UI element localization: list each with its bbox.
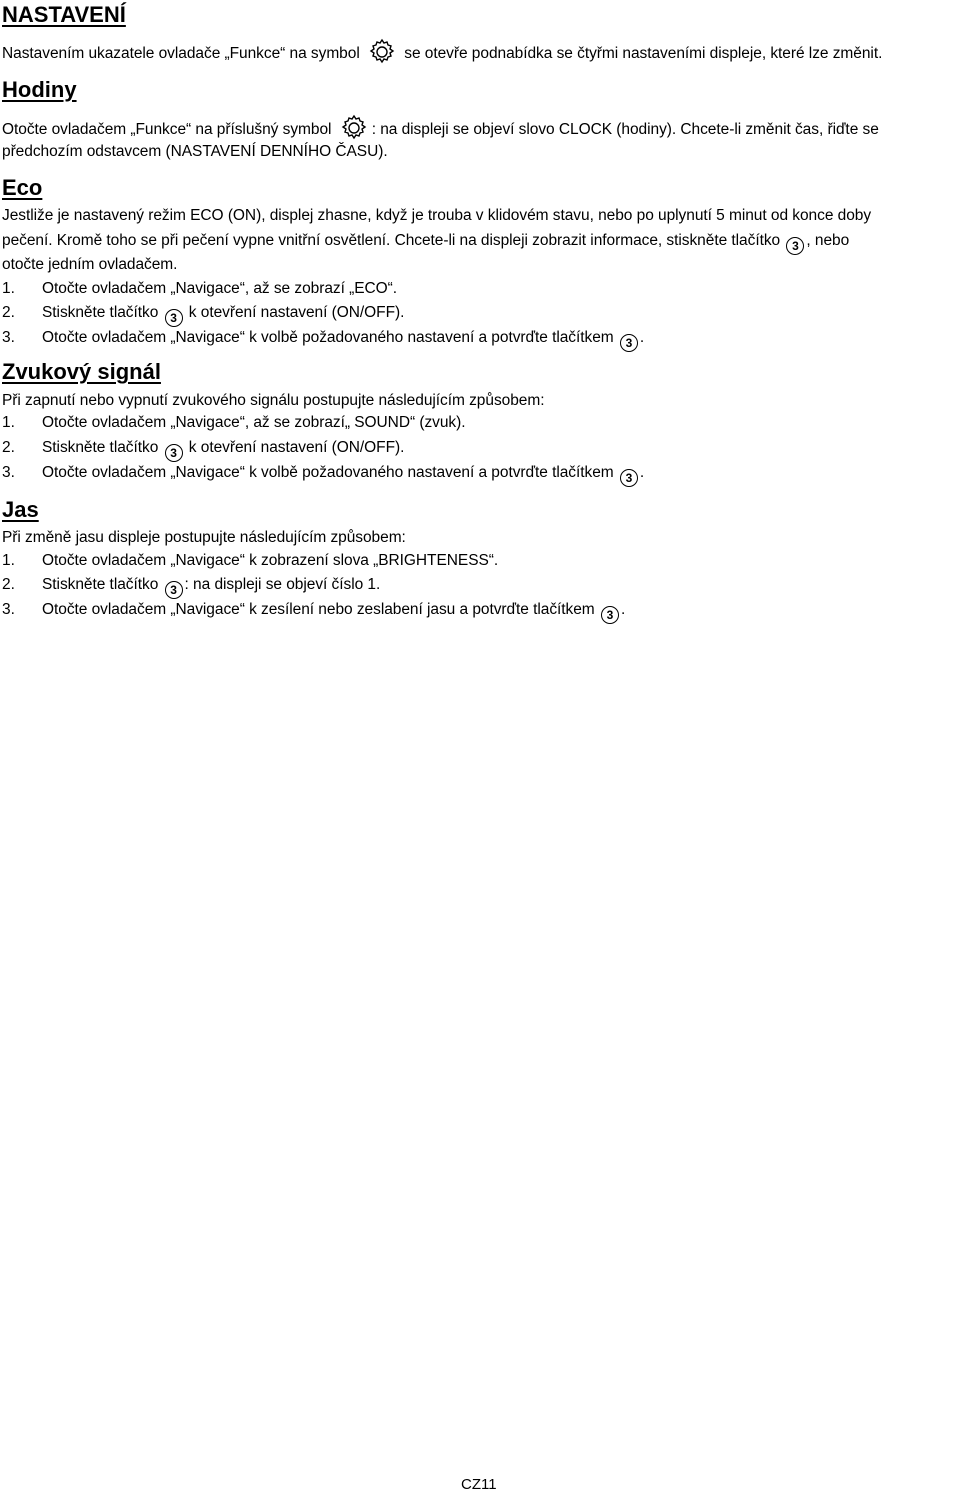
- step-number: 3.: [2, 601, 15, 618]
- nastaveni-text-b: se otevře podnabídka se čtyřmi nastaveními displeje, které lze změnit.: [404, 45, 883, 62]
- section-title-jas: Jas: [2, 497, 39, 522]
- step-text: Otočte ovladačem „Navigace“, až se zobrazí„ SOUND“ (zvuk).: [42, 414, 466, 431]
- button-3-icon: 3: [165, 581, 183, 599]
- zvukovy-intro: Při zapnutí nebo vypnutí zvukového signálu postupujte následujícím způsobem:: [2, 392, 545, 409]
- zvukovy-step-2: [2, 437, 404, 462]
- hodiny-text-a: Otočte ovladačem „Funkce“ na příslušný symbol: [2, 121, 332, 138]
- step-number: 3.: [2, 329, 15, 346]
- hodiny-text-b: : na displeji se objeví slovo CLOCK (hodiny). Chcete-li změnit čas, řiďte se: [371, 121, 879, 138]
- step-text: Otočte ovladačem „Navigace“ k volbě požadovaného nastavení a potvrďte tlačítkem: [42, 329, 614, 346]
- eco-line-3: otočte jedním ovladačem.: [2, 256, 178, 273]
- section-title-zvukovy: Zvukový signál: [2, 359, 161, 384]
- step-text: Stiskněte tlačítko: [42, 576, 159, 593]
- step-text: Otočte ovladačem „Navigace“ k zesílení nebo zeslabení jasu a potvrďte tlačítkem: [42, 601, 595, 618]
- step-number: 1.: [2, 552, 15, 569]
- section-title-eco: Eco: [2, 175, 43, 200]
- zvukovy-step-1: [2, 412, 465, 434]
- eco-text-a: pečení. Kromě toho se při pečení vypne vnitřní osvětlení. Chcete-li na displeji zobrazit informace, stiskněte tlačítko: [2, 232, 781, 249]
- section-title-hodiny: Hodiny: [2, 77, 77, 102]
- step-text: Otočte ovladačem „Navigace“, až se zobrazí „ECO“.: [42, 280, 398, 297]
- step-text: Stiskněte tlačítko: [42, 304, 159, 321]
- jas-step-2: [2, 574, 380, 599]
- step-number: 2.: [2, 439, 15, 456]
- hodiny-line-2: předchozím odstavcem (NASTAVENÍ DENNÍHO ČASU).: [2, 143, 388, 160]
- step-text-end: .: [639, 329, 645, 346]
- button-3-icon: 3: [165, 309, 183, 327]
- section-title-nastaveni: NASTAVENÍ: [2, 2, 126, 27]
- jas-step-3: [2, 599, 625, 624]
- step-number: 3.: [2, 464, 15, 481]
- eco-step-1: [2, 278, 397, 300]
- step-number: 1.: [2, 280, 15, 297]
- step-text-end: k otevření nastavení (ON/OFF).: [184, 304, 405, 321]
- zvukovy-step-3: [2, 462, 644, 487]
- step-number: 2.: [2, 576, 15, 593]
- jas-intro: Při změně jasu displeje postupujte následujícím způsobem:: [2, 529, 406, 546]
- eco-text-b: , nebo: [806, 232, 850, 249]
- nastaveni-text-a: Nastavením ukazatele ovladače „Funkce“ na symbol: [2, 45, 360, 62]
- page-number: CZ11: [461, 1476, 497, 1493]
- jas-step-1: [2, 550, 498, 572]
- nastaveni-paragraph: [2, 37, 882, 74]
- button-3-icon: 3: [601, 606, 619, 624]
- step-text: Otočte ovladačem „Navigace“ k volbě požadovaného nastavení a potvrďte tlačítkem: [42, 464, 614, 481]
- step-text-end: k otevření nastavení (ON/OFF).: [184, 439, 405, 456]
- eco-step-2: [2, 302, 404, 327]
- step-number: 2.: [2, 304, 15, 321]
- settings-gear-icon: [365, 37, 399, 74]
- step-text-end: .: [620, 601, 626, 618]
- step-text: Stiskněte tlačítko: [42, 439, 159, 456]
- step-text-end: : na displeji se objeví číslo 1.: [184, 576, 381, 593]
- step-text-end: .: [639, 464, 645, 481]
- button-3-icon: 3: [786, 237, 804, 255]
- step-text: Otočte ovladačem „Navigace“ k zobrazení slova „BRIGHTENESS“.: [42, 552, 499, 569]
- button-3-icon: 3: [620, 334, 638, 352]
- eco-step-3: [2, 327, 644, 352]
- step-number: 1.: [2, 414, 15, 431]
- eco-line-1: Jestliže je nastavený režim ECO (ON), displej zhasne, když je trouba v klidovém stavu, nebo po uplynutí 5 minut od konce doby: [2, 207, 872, 224]
- button-3-icon: 3: [165, 444, 183, 462]
- button-3-icon: 3: [620, 469, 638, 487]
- eco-line-2: [2, 230, 849, 255]
